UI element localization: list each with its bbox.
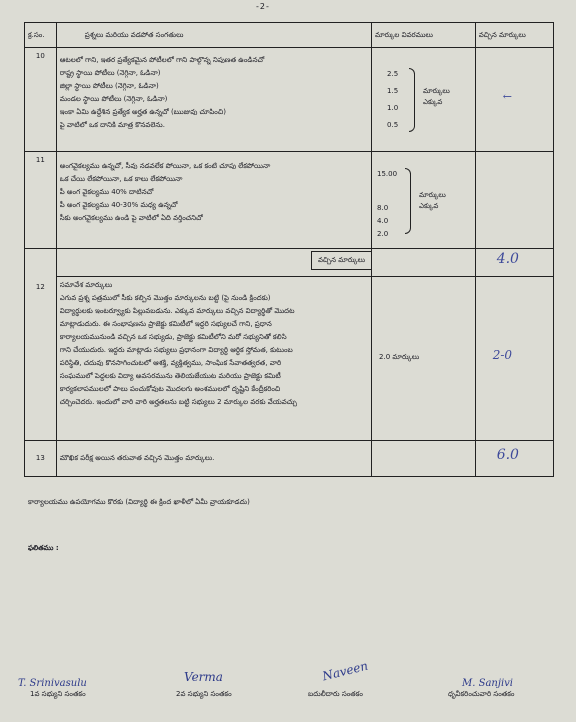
signature-label-4: ధృవీకరించువారి సంతకం	[448, 690, 515, 698]
marks-value: 0.5	[387, 121, 399, 129]
row-12-awarded-mark: 2-0	[492, 348, 513, 362]
subtotal-value-mark: 4.0	[496, 251, 519, 267]
result-label: ఫలితము :	[28, 544, 59, 552]
row-12-line: పరిస్థితి, చదువు కొనసాగించుటలో ఆశక్తి, వ్యక్తిత్వము, సాంఘిక సేవాతత్వరత, వారి	[59, 359, 282, 367]
row-11-text	[56, 152, 371, 249]
row-12-line: మాట్లాడుదురు. ఈ సంభాషణను ప్రాజెక్టు కమిటీలో ఇద్దరి సభ్యులచే గాని, ప్రధాన	[59, 320, 272, 328]
row-11-line: ఒక చేయి లేకపోయినా, ఒక కాలు లేకపోయినా	[59, 175, 183, 183]
row-12-line: సంఘములో పెద్దలకు విద్యా అవసరమును తెలియజేయుట మరియు ప్రాజెక్టు కమిటీ	[59, 372, 281, 380]
row-13-marks	[372, 441, 476, 477]
row-13-text: మౌఖిక పరీక్ష అయిన తరువాత వచ్చిన మొత్తం మార్కులు.	[56, 441, 371, 477]
row-12-marks-value: 2.0 మార్కులు	[379, 353, 420, 361]
header-marks-detail: మార్కుల వివరములు	[372, 23, 476, 48]
row-12-title: సమావేశ మార్కులు	[59, 281, 113, 289]
row-12-line: చర్చించెదరు. ఇందులో వారి వారి అర్హతలను బట్టి సభ్యులు 2 మార్కుల వరకు వేయవచ్చు	[59, 398, 297, 406]
row-12-sno	[25, 249, 57, 441]
header-question: ప్రశ్నలు మరియు వడపోత సంగతులు	[56, 23, 371, 48]
row-12-line: కార్యాలయమునుండి వచ్చిన ఒక సభ్యుడు, ప్రాజెక్టు కమిటీలోని మరో సభ్యునితో కలిసి	[59, 333, 287, 341]
row-10-awarded	[475, 48, 553, 152]
row-10-sno: 10	[25, 48, 57, 152]
row-12-line: విద్యార్థులకు ఇంటర్వ్యూకు పిల్లువబడును. ఎక్కువ మార్కులు వచ్చిన విద్యార్థితో మొదట	[59, 307, 295, 315]
signature-scribble-4: M. Sanjivi	[462, 678, 513, 689]
marks-value: 2.5	[387, 70, 399, 78]
row-12-text	[56, 277, 371, 441]
signature-scribble-3: Naveen	[320, 658, 370, 684]
row-10-line: మండల స్థాయి పోటీలు (నెగ్గినా, ఓడినా)	[59, 95, 168, 103]
row-11-line: పీ అంగ వైకల్యము 40% దాటినచో	[59, 188, 154, 196]
row-10-line: జిల్లా స్థాయి పోటీలు (నెగ్గినా, ఓడినా)	[59, 82, 159, 90]
row-11-line: సీకు అంగవైకల్యము ఉండి పై వాటిలో ఏది వర్తించనిచో	[59, 214, 203, 222]
brace	[409, 68, 415, 132]
row-10	[25, 48, 554, 152]
row-11	[25, 152, 554, 249]
header-sno: క్ర.సం.	[25, 23, 57, 48]
subtotal-label: వచ్చిన మార్కులు	[311, 251, 371, 270]
row-12-sno-text: 12	[35, 283, 45, 291]
signature-label-1: 1వ సభ్యుని సంతకం	[30, 690, 86, 698]
evaluation-table	[24, 22, 554, 477]
row-10-awarded-mark: ←	[502, 90, 512, 103]
row-11-sno: 11	[25, 152, 57, 249]
row-10-marks	[372, 48, 476, 152]
signature-scribble-2: Verma	[184, 670, 223, 684]
row-11-subtotal	[25, 249, 554, 277]
marks-value: 8.0	[377, 204, 389, 212]
page-number: -2-	[256, 2, 270, 11]
signature-label-2: 2వ సభ్యుని సంతకం	[176, 690, 232, 698]
subtotal-value	[475, 249, 553, 277]
header-row	[25, 23, 554, 48]
row-12-marks	[372, 277, 476, 441]
row-12-line: గాని చేయుదురు. ఇద్దరు మాట్లాడు సభ్యులు ప్రధానంగా విద్యార్థి ఆర్థిక స్తోమత, కుటుంబ	[59, 346, 293, 354]
marks-note: మార్కులు ఎక్కువ	[423, 87, 450, 106]
row-11-line: పీ అంగ వైకల్యము 40-30% మధ్య ఉన్నచో	[59, 201, 178, 209]
brace	[405, 168, 411, 234]
marks-value: 2.0	[377, 230, 389, 238]
row-10-line: ఇంకా ఏమి ఉద్దేశిన ప్రత్యేక అర్హత ఉన్నచో (ఋజువు చూపించి)	[59, 108, 226, 116]
signature-scribble-1: T. Srinivasulu	[18, 678, 87, 689]
row-13-awarded-mark: 6.0	[496, 447, 519, 463]
row-10-text	[56, 48, 371, 152]
row-12-line: ఎగువ ప్రశ్న పత్రములో సీకు కల్పిన మొత్తం మార్కులను బట్టి (పై నుండి క్రిందకు)	[59, 294, 271, 302]
row-10-line: ఆటలలో గాని, ఇతర ప్రత్యేకమైన పోటీలలో గాని పాల్గొన్న నిపుణత ఉండినచో	[59, 56, 265, 64]
row-12	[25, 277, 554, 441]
row-11-line: అంగవైకల్యము ఉన్నచో, సీవు నడవలేక పోయినా, ఒక కంటి చూపు లేకపోయినా	[59, 162, 271, 170]
header-marks-awarded: వచ్చిన మార్కులు	[475, 23, 553, 48]
office-use-note: కార్యాలయము ఉపయోగము కొరకు (విద్యార్థి ఈ క్రింద ఖాళీలో ఏమీ వ్రాయకూడదు)	[28, 498, 250, 506]
row-13-awarded	[475, 441, 553, 477]
marks-value: 4.0	[377, 217, 389, 225]
subtotal-empty	[372, 249, 476, 277]
row-13-sno: 13	[25, 441, 57, 477]
subtotal-label-cell	[56, 249, 371, 277]
marks-value: 1.5	[387, 87, 399, 95]
marks-note: మార్కులు ఎక్కువ	[419, 191, 446, 210]
row-12-line: కార్యకలాపములలో పాలు పంచుకోవుట మొదలగు అంశములలో దృష్టిని కేంద్రీకరించి	[59, 385, 281, 393]
marks-value: 1.0	[387, 104, 399, 112]
marks-value: 15.00	[377, 170, 398, 178]
signature-label-3: బదులీదారు సంతకం	[308, 690, 363, 698]
row-11-awarded	[475, 152, 553, 249]
row-10-line: పై వాటిలో ఒక దానికి మాత్ర కొనవలెను.	[59, 121, 165, 129]
row-13	[25, 441, 554, 477]
row-11-marks	[372, 152, 476, 249]
row-10-line: రాష్ట్ర స్థాయి పోటీలు (నెగ్గినా, ఓడినా)	[59, 69, 161, 77]
row-12-awarded	[475, 277, 553, 441]
